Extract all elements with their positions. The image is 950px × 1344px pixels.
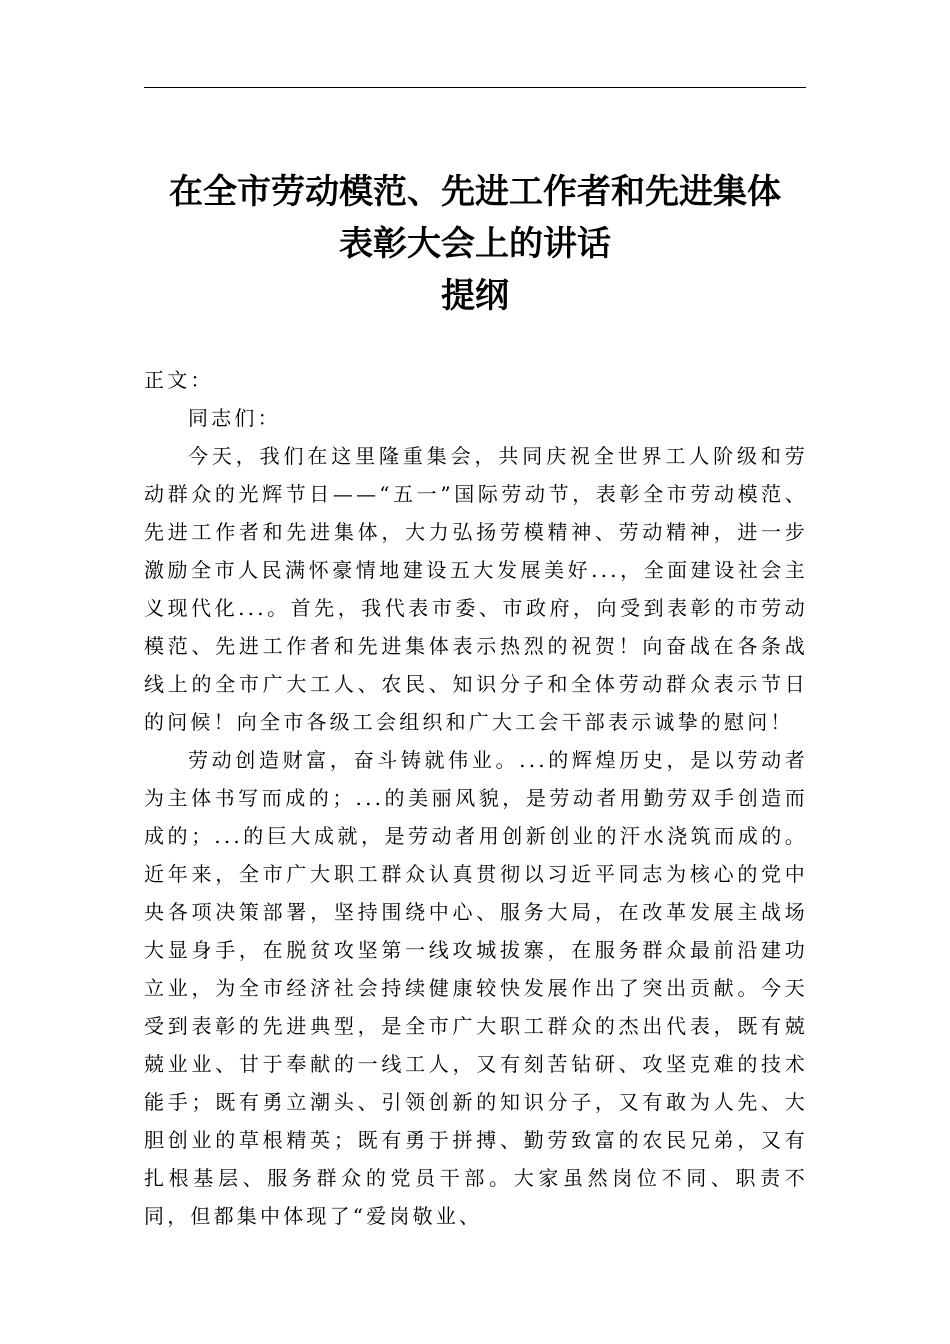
title-line-2: 表彰大会上的讲话 xyxy=(339,224,611,264)
title-line-3: 提纲 xyxy=(441,276,509,316)
salutation: 同志们： xyxy=(188,406,281,430)
paragraph-1: 今天，我们在这里隆重集会，共同庆祝全世界工人阶级和劳动群众的光辉节日——“五一”国际劳动节，表彰全市劳动模范、先进工作者和先进集体，大力弘扬劳模精神、劳动精神，进一步激励全市人民满怀豪情地建设五大发展美好...，全面建设社会主义现代化...。首先，我代表市委、市政府，向受到表彰的市劳动模范、先进工作者和先进集体表示热烈的祝贺！向奋战在各条战线上的全市广大工人、农民、知识分子和全体劳动群众表示节日的问候！向全市各级工会组织和广大工会干部表示诚挚的慰问！ xyxy=(144,444,808,734)
header-rule xyxy=(144,87,806,88)
title-line-1: 在全市劳动模范、先进工作者和先进集体 xyxy=(169,172,781,212)
document-title xyxy=(144,166,806,322)
section-label: 正文： xyxy=(144,368,214,392)
document-body xyxy=(144,361,808,1235)
paragraph-2: 劳动创造财富，奋斗铸就伟业。...的辉煌历史，是以劳动者为主体书写而成的；...的美丽风貌，是劳动者用勤劳双手创造而成的；...的巨大成就，是劳动者用创新创业的汗水浇筑而成的。近年来，全市广大职工群众认真贯彻以习近平同志为核心的党中央各项决策部署，坚持围绕中心、服务大局，在改革发展主战场大显身手，在脱贫攻坚第一线攻城拔寨，在服务群众最前沿建功立业，为全市经济社会持续健康较快发展作出了突出贡献。今天受到表彰的先进典型，是全市广大职工群众的杰出代表，既有兢兢业业、甘于奉献的一线工人，又有刻苦钻研、攻坚克难的技术能手；既有勇立潮头、引领创新的知识分子，又有敢为人先、大胆创业的草根精英；既有勇于拼搏、勤劳致富的农民兄弟，又有扎根基层、服务群众的党员干部。大家虽然岗位不同、职责不同，但都集中体现了“爱岗敬业、 xyxy=(144,748,808,1228)
